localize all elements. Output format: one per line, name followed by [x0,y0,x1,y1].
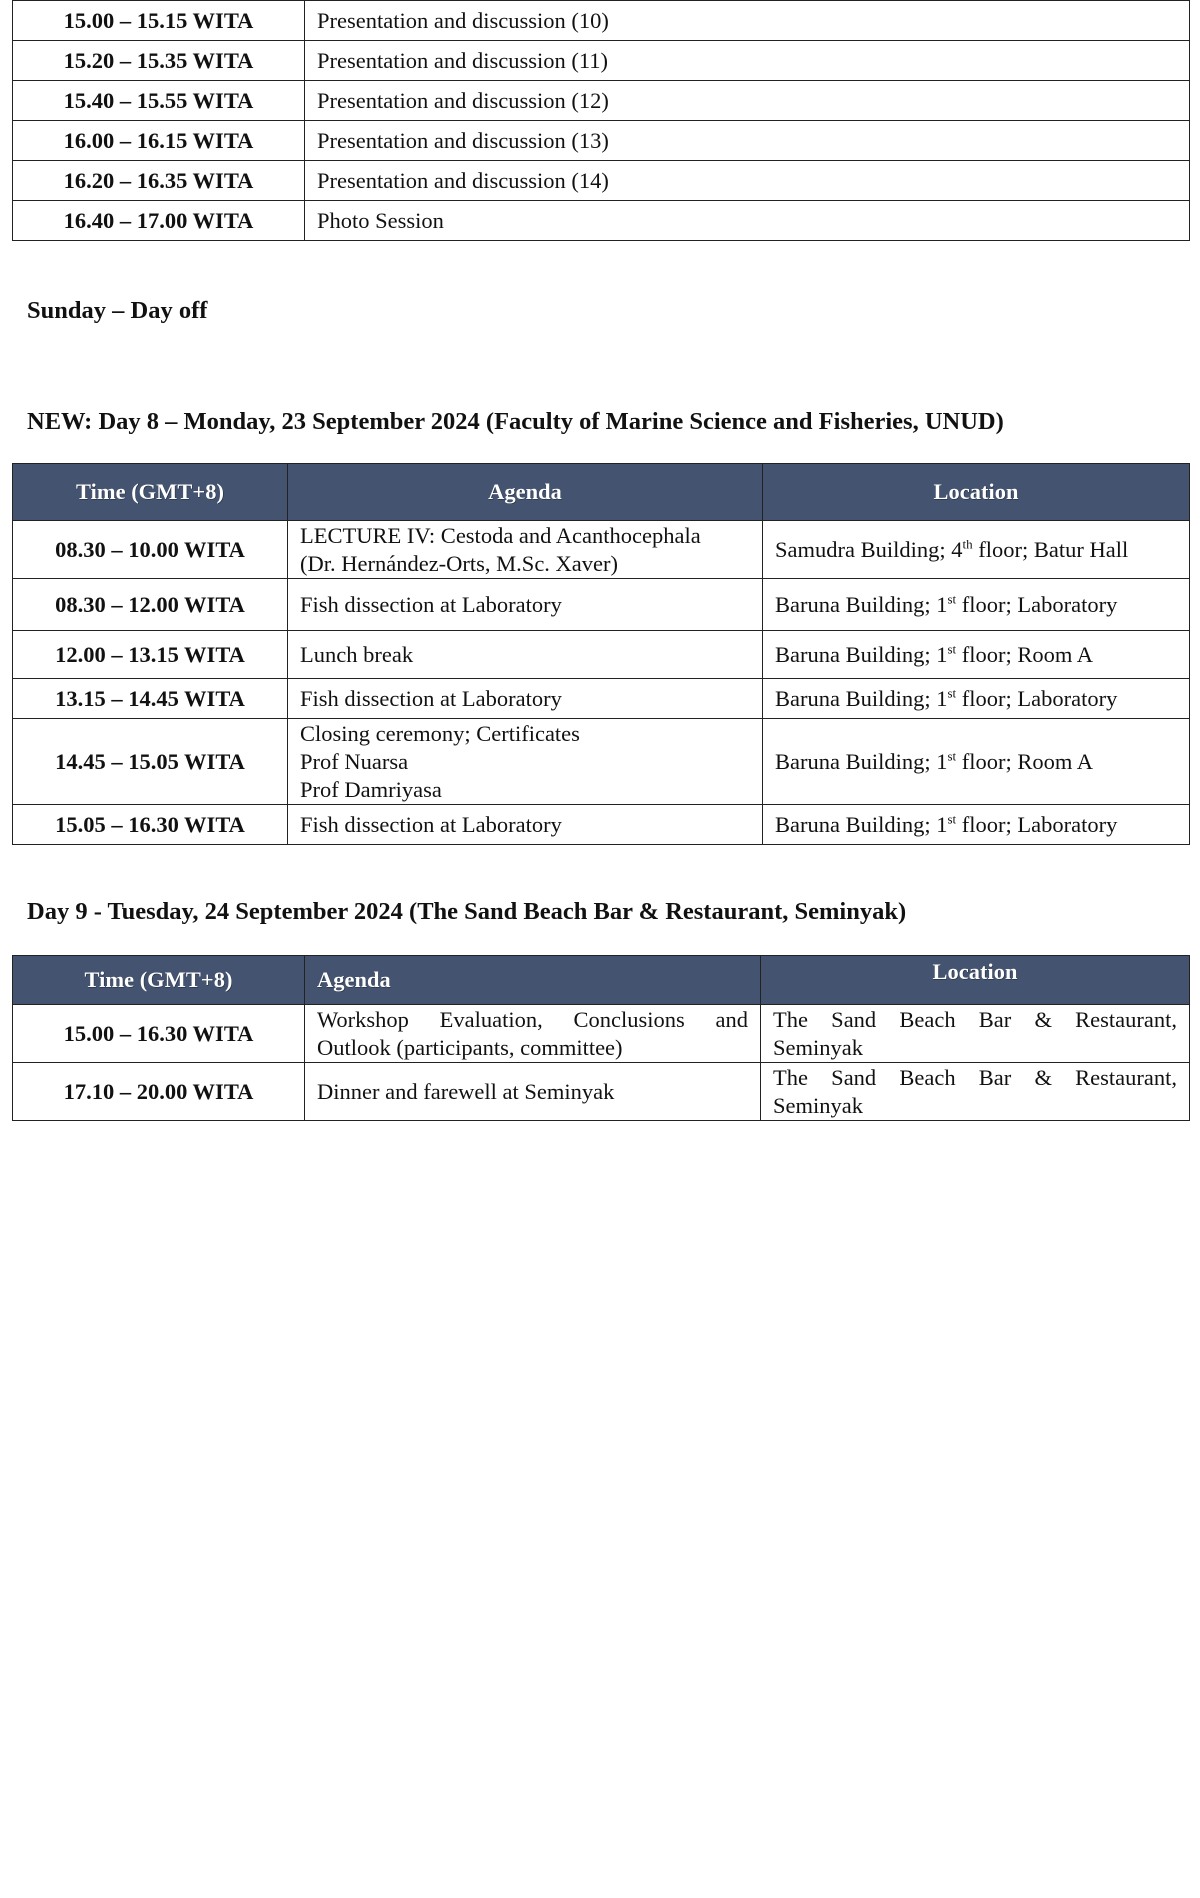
time-cell: 15.05 – 16.30 WITA [13,805,288,845]
ordinal-suffix: st [947,685,957,700]
ordinal-suffix: th [962,536,973,551]
table-row [13,579,1190,631]
table-header-row [13,956,1190,1005]
time-cell: 16.40 – 17.00 WITA [13,201,305,241]
agenda-cell: Presentation and discussion (13) [305,121,1190,161]
agenda-line: Prof Nuarsa [300,748,409,774]
time-cell: 08.30 – 10.00 WITA [13,521,288,579]
agenda-cell: Presentation and discussion (14) [305,161,1190,201]
location-text: Baruna Building; 1 [775,591,948,617]
location-cell [763,805,1190,845]
ordinal-suffix: st [947,748,957,763]
table-row [13,41,1190,81]
location-cell [763,579,1190,631]
location-text: floor; Laboratory [956,685,1118,711]
location-cell [763,631,1190,679]
ordinal-suffix: st [947,811,957,826]
time-cell: 16.20 – 16.35 WITA [13,161,305,201]
agenda-line: Fish dissection at Laboratory [300,811,562,837]
time-cell: 08.30 – 12.00 WITA [13,579,288,631]
location-text: Baruna Building; 1 [775,685,948,711]
table-header-row [13,464,1190,521]
agenda-cell: Workshop Evaluation, Conclusions and Outlook (participants, committee) [305,1005,761,1063]
time-cell: 15.40 – 15.55 WITA [13,81,305,121]
table-row [13,1005,1190,1063]
agenda-cell [288,579,763,631]
ordinal-suffix: st [947,641,957,656]
agenda-line: Fish dissection at Laboratory [300,685,562,711]
location-text: floor; Laboratory [956,591,1118,617]
agenda-cell [288,805,763,845]
agenda-line: (Dr. Hernández-Orts, M.Sc. Xaver) [300,550,619,576]
agenda-line: Prof Damriyasa [300,776,442,802]
table-row [13,631,1190,679]
location-text: Samudra Building; 4 [775,536,963,562]
location-text: floor; Room A [956,641,1094,667]
ordinal-suffix: st [947,591,957,606]
table-row [13,161,1190,201]
time-cell: 14.45 – 15.05 WITA [13,719,288,805]
agenda-cell: Presentation and discussion (11) [305,41,1190,81]
table-row [13,201,1190,241]
agenda-line: Fish dissection at Laboratory [300,591,562,617]
location-cell: The Sand Beach Bar & Restaurant, Seminyak [761,1005,1190,1063]
table-row [13,805,1190,845]
location-text: Baruna Building; 1 [775,748,948,774]
day8-heading: NEW: Day 8 – Monday, 23 September 2024 (Faculty of Marine Science and Fisheries, UNUD) [27,408,1004,435]
agenda-cell [288,719,763,805]
agenda-line: LECTURE IV: Cestoda and Acanthocephala [300,522,701,548]
agenda-cell: Presentation and discussion (10) [305,1,1190,41]
table-row [13,521,1190,579]
location-text: floor; Laboratory [956,811,1118,837]
agenda-cell [288,521,763,579]
day9-heading: Day 9 - Tuesday, 24 September 2024 (The Sand Beach Bar & Restaurant, Seminyak) [27,898,907,925]
agenda-cell [288,631,763,679]
time-cell: 15.00 – 16.30 WITA [13,1005,305,1063]
header-agenda: Agenda [305,956,761,1005]
table-row [13,121,1190,161]
day9-schedule-table [12,955,1190,1121]
location-text: Baruna Building; 1 [775,641,948,667]
location-text: floor; Batur Hall [972,536,1129,562]
table-row [13,1063,1190,1121]
header-location: Location [763,464,1190,521]
time-cell: 16.00 – 16.15 WITA [13,121,305,161]
agenda-cell: Dinner and farewell at Seminyak [305,1063,761,1121]
time-cell: 13.15 – 14.45 WITA [13,679,288,719]
table-row [13,1,1190,41]
header-agenda: Agenda [288,464,763,521]
sunday-heading: Sunday – Day off [27,297,208,324]
time-cell: 12.00 – 13.15 WITA [13,631,288,679]
location-cell [763,521,1190,579]
agenda-line: Closing ceremony; Certificates [300,720,580,746]
header-time: Time (GMT+8) [13,464,288,521]
location-cell: The Sand Beach Bar & Restaurant, Seminyak [761,1063,1190,1121]
table-row [13,719,1190,805]
day8-schedule-table [12,463,1190,845]
header-time: Time (GMT+8) [13,956,305,1005]
location-cell [763,719,1190,805]
table-row [13,81,1190,121]
day7-schedule-table [12,0,1190,241]
location-text: Baruna Building; 1 [775,811,948,837]
agenda-cell: Photo Session [305,201,1190,241]
header-location: Location [761,956,1190,1005]
location-text: floor; Room A [956,748,1094,774]
time-cell: 15.00 – 15.15 WITA [13,1,305,41]
agenda-cell [288,679,763,719]
agenda-cell: Presentation and discussion (12) [305,81,1190,121]
agenda-line: Lunch break [300,641,414,667]
location-cell [763,679,1190,719]
time-cell: 17.10 – 20.00 WITA [13,1063,305,1121]
time-cell: 15.20 – 15.35 WITA [13,41,305,81]
table-row [13,679,1190,719]
